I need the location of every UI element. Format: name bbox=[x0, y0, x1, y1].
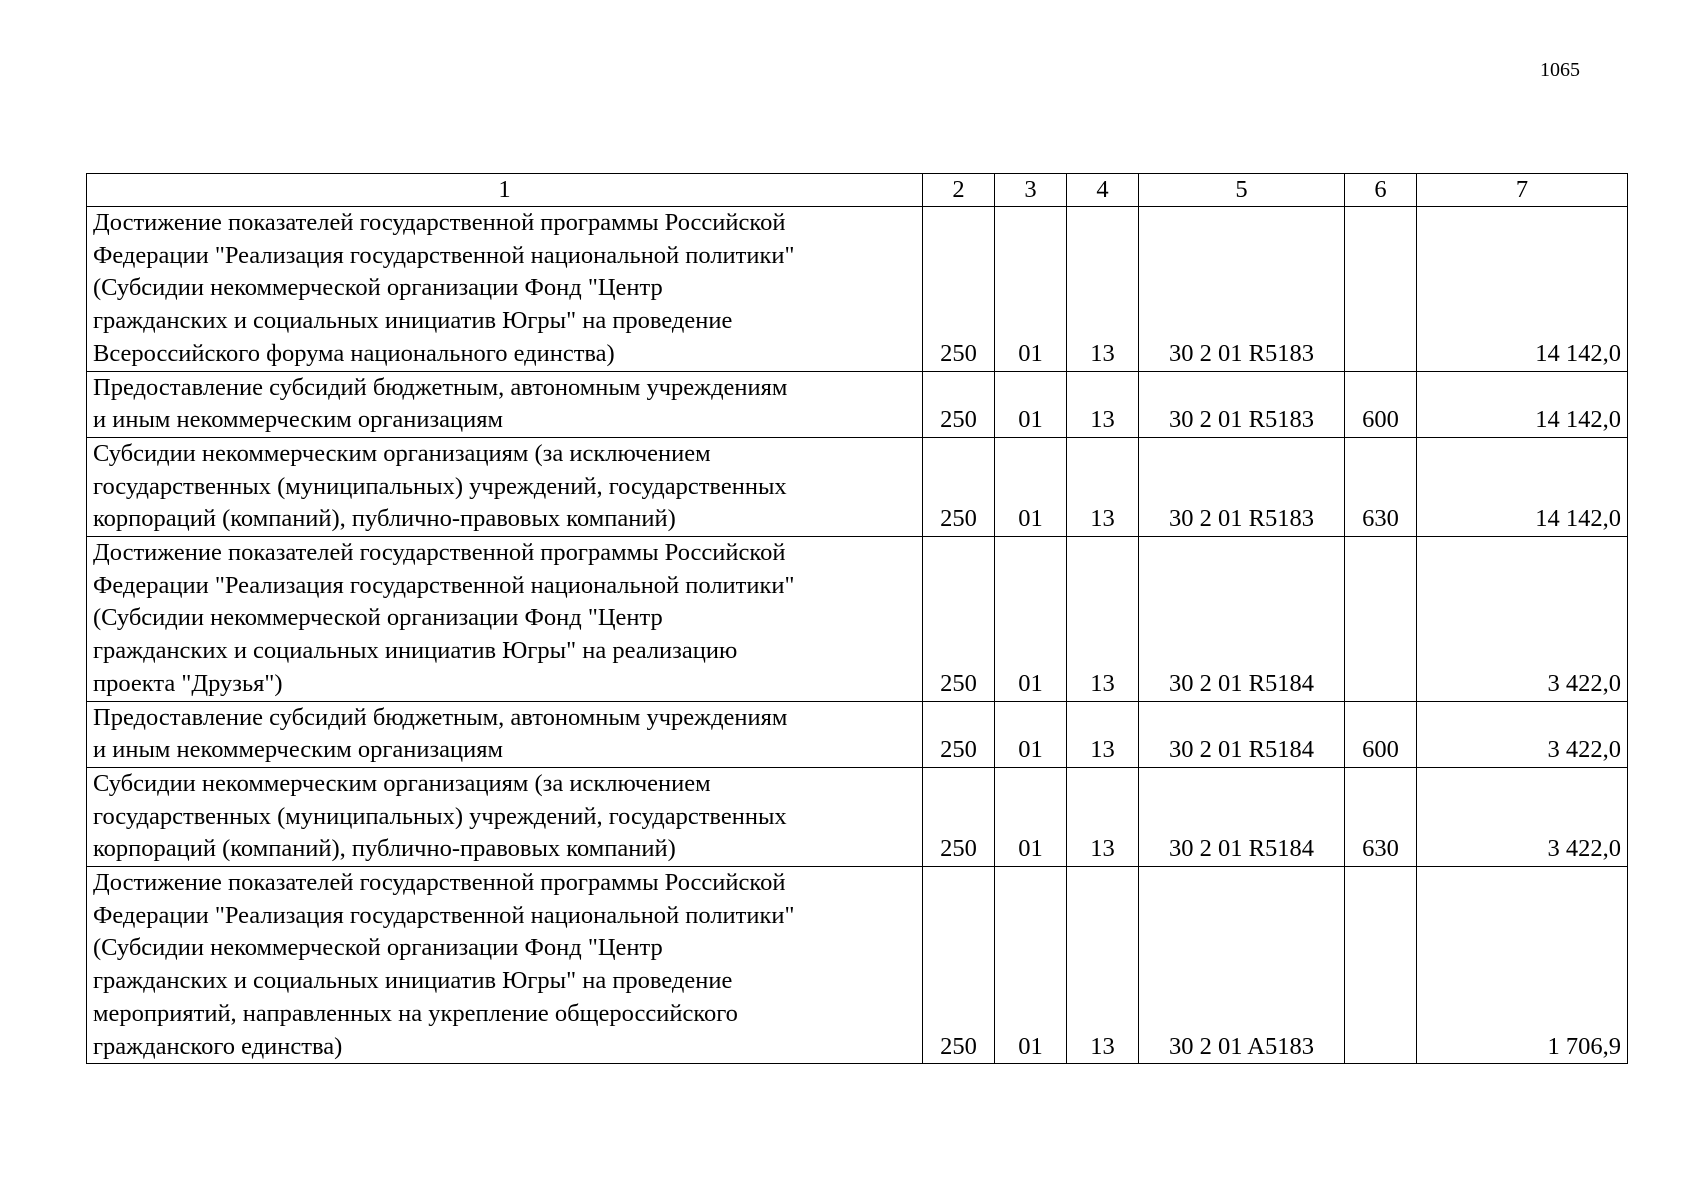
section-code-cell: 250 bbox=[923, 701, 995, 767]
target-article-cell: 30 2 01 R5183 bbox=[1139, 437, 1345, 536]
table-row bbox=[87, 701, 1628, 767]
row-name-line: Федерации "Реализация государственной национальной политики" bbox=[93, 241, 795, 269]
header-cell-5: 5 bbox=[1139, 174, 1345, 207]
row-name-line: Федерации "Реализация государственной национальной политики" bbox=[93, 571, 795, 599]
target-article-cell: 30 2 01 R5183 bbox=[1139, 371, 1345, 437]
header-row bbox=[87, 174, 1628, 207]
row-name-line: государственных (муниципальных) учреждений, государственных bbox=[93, 472, 787, 500]
subsection-code-cell: 01 bbox=[995, 701, 1067, 767]
subsection-code-cell: 01 bbox=[995, 437, 1067, 536]
subsection-sub-code-cell: 13 bbox=[1067, 207, 1139, 372]
header-cell-6: 6 bbox=[1345, 174, 1417, 207]
target-article-cell: 30 2 01 R5183 bbox=[1139, 207, 1345, 372]
row-name-cell bbox=[87, 207, 923, 372]
header-cell-4: 4 bbox=[1067, 174, 1139, 207]
row-name-cell bbox=[87, 537, 923, 702]
subsection-code-cell: 01 bbox=[995, 767, 1067, 866]
subsection-sub-code-cell: 13 bbox=[1067, 867, 1139, 1064]
subsection-sub-code-cell: 13 bbox=[1067, 371, 1139, 437]
target-article-cell: 30 2 01 R5184 bbox=[1139, 701, 1345, 767]
table-row bbox=[87, 537, 1628, 702]
row-name-cell bbox=[87, 701, 923, 767]
header-cell-2: 2 bbox=[923, 174, 995, 207]
row-name-cell bbox=[87, 437, 923, 536]
header-cell-7: 7 bbox=[1417, 174, 1628, 207]
table-body bbox=[87, 174, 1628, 1064]
row-name-line: гражданского единства) bbox=[93, 1032, 343, 1060]
target-article-cell: 30 2 01 A5183 bbox=[1139, 867, 1345, 1064]
table-row bbox=[87, 767, 1628, 866]
row-name-line: и иным некоммерческим организациям bbox=[93, 406, 504, 434]
expense-type-cell bbox=[1345, 537, 1417, 702]
amount-cell: 14 142,0 bbox=[1417, 371, 1628, 437]
subsection-sub-code-cell: 13 bbox=[1067, 537, 1139, 702]
row-name-line: проекта "Друзья") bbox=[93, 669, 283, 697]
row-name-cell bbox=[87, 867, 923, 1064]
expense-type-cell: 600 bbox=[1345, 371, 1417, 437]
amount-cell: 1 706,9 bbox=[1417, 867, 1628, 1064]
expense-type-cell: 630 bbox=[1345, 437, 1417, 536]
table-row bbox=[87, 207, 1628, 372]
subsection-code-cell: 01 bbox=[995, 537, 1067, 702]
row-name-cell bbox=[87, 371, 923, 437]
table-row bbox=[87, 867, 1628, 1064]
amount-cell: 3 422,0 bbox=[1417, 701, 1628, 767]
subsection-code-cell: 01 bbox=[995, 867, 1067, 1064]
section-code-cell: 250 bbox=[923, 207, 995, 372]
amount-cell: 14 142,0 bbox=[1417, 437, 1628, 536]
subsection-sub-code-cell: 13 bbox=[1067, 767, 1139, 866]
budget-table bbox=[86, 173, 1628, 1064]
expense-type-cell bbox=[1345, 867, 1417, 1064]
amount-cell: 14 142,0 bbox=[1417, 207, 1628, 372]
subsection-code-cell: 01 bbox=[995, 207, 1067, 372]
section-code-cell: 250 bbox=[923, 371, 995, 437]
row-name-line: Достижение показателей государственной программы Российской bbox=[93, 869, 786, 897]
header-cell-1: 1 bbox=[87, 174, 923, 207]
row-name-cell bbox=[87, 767, 923, 866]
section-code-cell: 250 bbox=[923, 867, 995, 1064]
target-article-cell: 30 2 01 R5184 bbox=[1139, 767, 1345, 866]
row-name-line: гражданских и социальных инициатив Югры" на проведение bbox=[93, 967, 733, 995]
header-cell-3: 3 bbox=[995, 174, 1067, 207]
table-row bbox=[87, 371, 1628, 437]
amount-cell: 3 422,0 bbox=[1417, 537, 1628, 702]
page-number: 1065 bbox=[1540, 59, 1580, 81]
expense-type-cell: 630 bbox=[1345, 767, 1417, 866]
amount-cell: 3 422,0 bbox=[1417, 767, 1628, 866]
row-name-line: (Субсидии некоммерческой организации Фонд "Центр bbox=[93, 604, 663, 632]
row-name-line: корпораций (компаний), публично-правовых компаний) bbox=[93, 505, 676, 533]
row-name-line: корпораций (компаний), публично-правовых компаний) bbox=[93, 835, 676, 863]
subsection-code-cell: 01 bbox=[995, 371, 1067, 437]
table-row bbox=[87, 437, 1628, 536]
row-name-line: (Субсидии некоммерческой организации Фонд "Центр bbox=[93, 934, 663, 962]
section-code-cell: 250 bbox=[923, 767, 995, 866]
subsection-sub-code-cell: 13 bbox=[1067, 437, 1139, 536]
row-name-line: Субсидии некоммерческим организациям (за исключением bbox=[93, 439, 711, 467]
row-name-line: государственных (муниципальных) учреждений, государственных bbox=[93, 802, 787, 830]
expense-type-cell bbox=[1345, 207, 1417, 372]
row-name-line: Предоставление субсидий бюджетным, автономным учреждениям bbox=[93, 703, 788, 731]
row-name-line: гражданских и социальных инициатив Югры" на реализацию bbox=[93, 637, 738, 665]
row-name-line: и иным некоммерческим организациям bbox=[93, 736, 504, 764]
row-name-line: Федерации "Реализация государственной национальной политики" bbox=[93, 901, 795, 929]
section-code-cell: 250 bbox=[923, 537, 995, 702]
row-name-line: Достижение показателей государственной программы Российской bbox=[93, 539, 786, 567]
row-name-line: Предоставление субсидий бюджетным, автономным учреждениям bbox=[93, 373, 788, 401]
expense-type-cell: 600 bbox=[1345, 701, 1417, 767]
subsection-sub-code-cell: 13 bbox=[1067, 701, 1139, 767]
section-code-cell: 250 bbox=[923, 437, 995, 536]
row-name-line: (Субсидии некоммерческой организации Фонд "Центр bbox=[93, 274, 663, 302]
row-name-line: мероприятий, направленных на укрепление общероссийского bbox=[93, 999, 738, 1027]
row-name-line: Субсидии некоммерческим организациям (за исключением bbox=[93, 769, 711, 797]
target-article-cell: 30 2 01 R5184 bbox=[1139, 537, 1345, 702]
row-name-line: Достижение показателей государственной программы Российской bbox=[93, 209, 786, 236]
row-name-line: гражданских и социальных инициатив Югры" на проведение bbox=[93, 307, 733, 335]
row-name-line: Всероссийского форума национального единства) bbox=[93, 339, 615, 367]
